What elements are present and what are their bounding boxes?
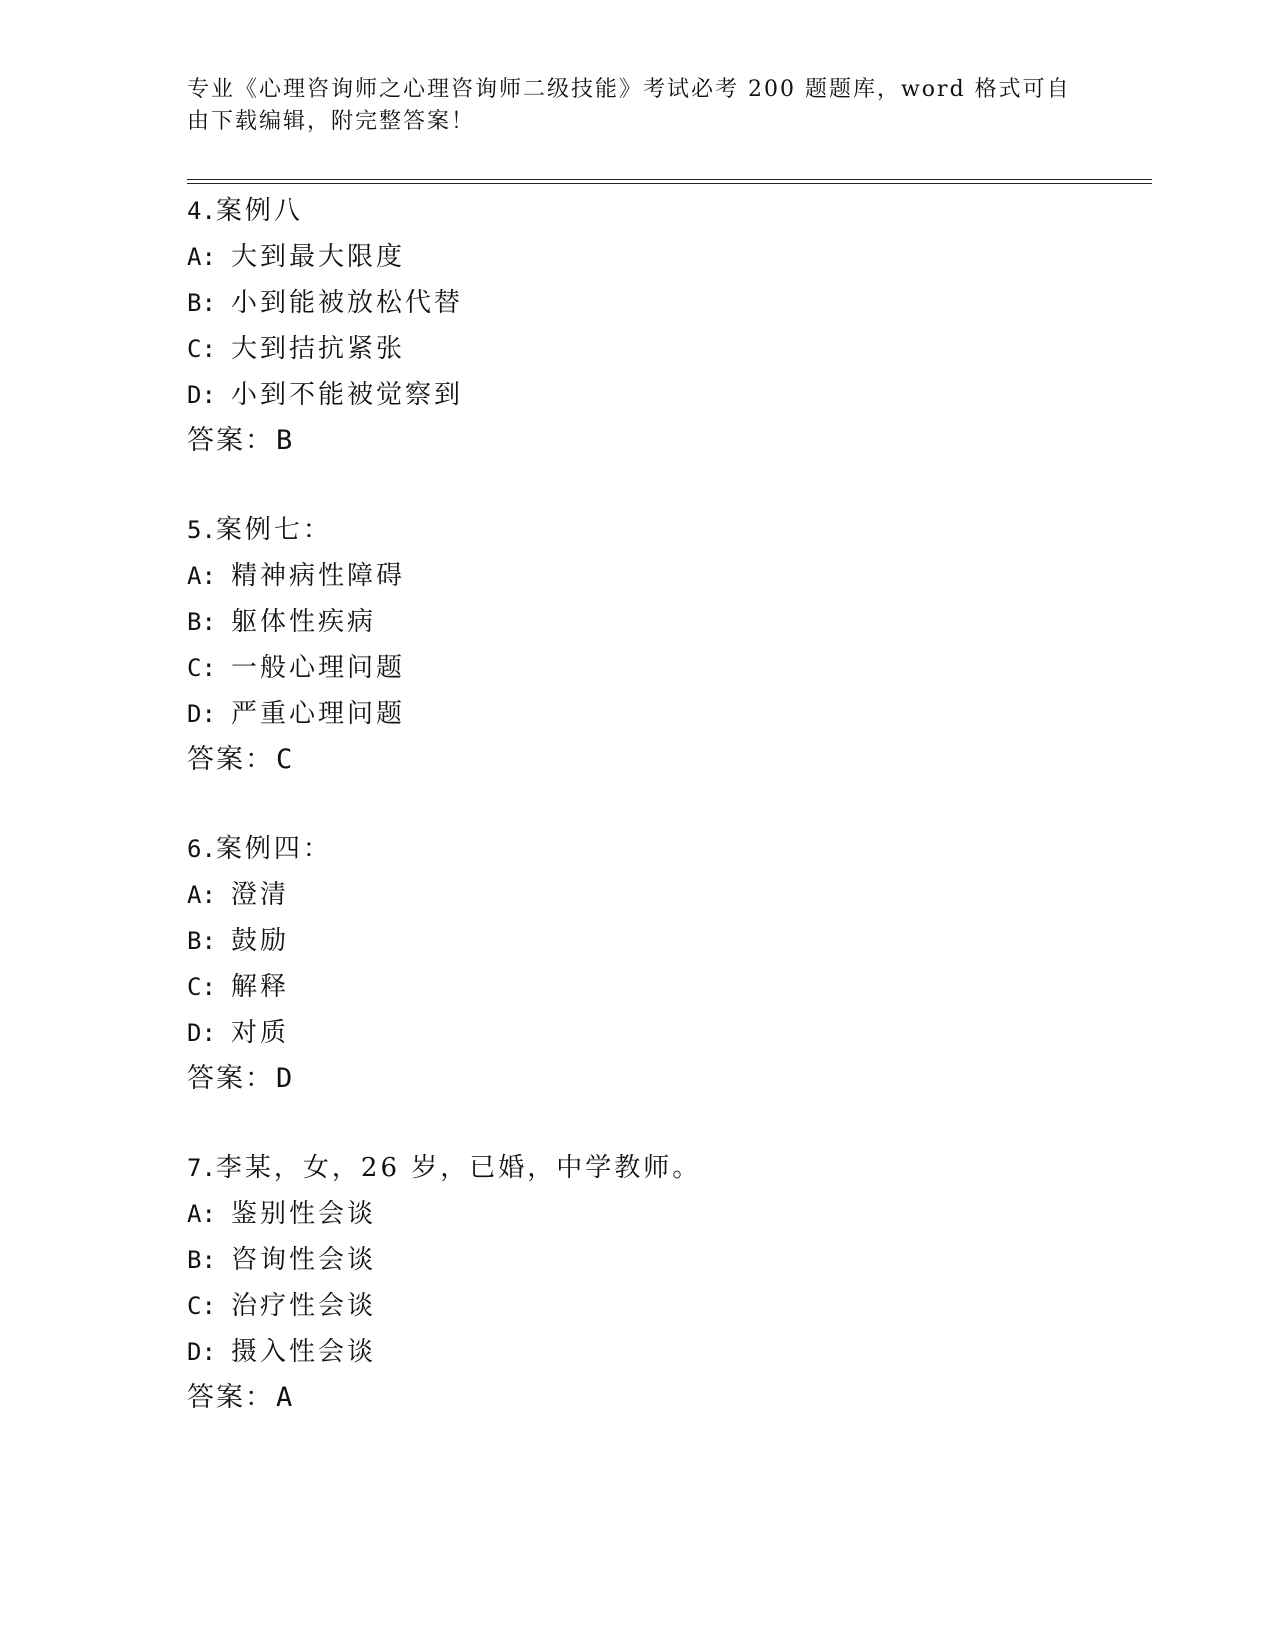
answer-label: 答案：: [187, 744, 274, 775]
option-text: 精神病性障碍: [231, 561, 406, 591]
option-text: 解释: [231, 972, 290, 1002]
option-letter: A:: [187, 562, 216, 590]
question-block: [187, 1145, 1147, 1421]
option-letter: B:: [187, 608, 216, 636]
answer-value: A: [276, 1382, 295, 1413]
question-text: 案例八: [215, 196, 303, 226]
document-header: [187, 74, 1071, 138]
option-letter: A:: [187, 881, 216, 909]
option-d: [187, 691, 1147, 737]
option-letter: C:: [187, 335, 216, 363]
option-text: 躯体性疾病: [231, 607, 377, 637]
option-d: [187, 1010, 1147, 1056]
option-b: [187, 918, 1147, 964]
option-text: 摄入性会谈: [231, 1337, 377, 1367]
answer-value: D: [276, 1063, 295, 1094]
header-line-1: 专业《心理咨询师之心理咨询师二级技能》考试必考 200 题题库，word 格式可自: [187, 77, 1071, 102]
question-block: [187, 188, 1147, 464]
question-number: 6.: [187, 835, 216, 863]
question-title: [187, 1145, 1147, 1191]
question-text: 案例四：: [215, 834, 332, 864]
option-text: 大到拮抗紧张: [231, 334, 406, 364]
option-d: [187, 372, 1147, 418]
option-letter: C:: [187, 1292, 216, 1320]
option-text: 治疗性会谈: [231, 1291, 377, 1321]
answer-line: [187, 418, 1147, 464]
question-title: [187, 826, 1147, 872]
option-text: 一般心理问题: [231, 653, 406, 683]
option-letter: C:: [187, 654, 216, 682]
answer-line: [187, 737, 1147, 783]
option-d: [187, 1329, 1147, 1375]
option-c: [187, 326, 1147, 372]
answer-value: B: [276, 425, 295, 456]
question-number: 7.: [187, 1154, 216, 1182]
option-text: 鼓励: [231, 926, 290, 956]
option-letter: D:: [187, 1019, 216, 1047]
question-title: [187, 188, 1147, 234]
question-block: [187, 826, 1147, 1102]
option-text: 咨询性会谈: [231, 1245, 377, 1275]
option-letter: D:: [187, 381, 216, 409]
option-letter: B:: [187, 1246, 216, 1274]
option-text: 大到最大限度: [231, 242, 406, 272]
option-text: 小到不能被觉察到: [231, 380, 464, 410]
option-letter: B:: [187, 927, 216, 955]
option-a: [187, 872, 1147, 918]
answer-line: [187, 1056, 1147, 1102]
question-block: [187, 507, 1147, 783]
option-a: [187, 553, 1147, 599]
option-text: 澄清: [231, 880, 290, 910]
option-letter: A:: [187, 1200, 216, 1228]
question-text: 李某，女，26 岁，已婚，中学教师。: [215, 1153, 702, 1183]
option-b: [187, 599, 1147, 645]
option-letter: A:: [187, 243, 216, 271]
answer-label: 答案：: [187, 1063, 274, 1094]
option-letter: D:: [187, 700, 216, 728]
option-text: 鉴别性会谈: [231, 1199, 377, 1229]
answer-label: 答案：: [187, 425, 274, 456]
option-text: 严重心理问题: [231, 699, 406, 729]
option-letter: D:: [187, 1338, 216, 1366]
option-letter: C:: [187, 973, 216, 1001]
answer-line: [187, 1375, 1147, 1421]
header-divider-bottom: [187, 183, 1152, 184]
option-letter: B:: [187, 289, 216, 317]
option-text: 对质: [231, 1018, 290, 1048]
option-a: [187, 234, 1147, 280]
question-title: [187, 507, 1147, 553]
header-divider-top: [187, 179, 1152, 180]
option-c: [187, 1283, 1147, 1329]
question-number: 4.: [187, 197, 216, 225]
option-b: [187, 1237, 1147, 1283]
answer-value: C: [276, 744, 295, 775]
option-c: [187, 964, 1147, 1010]
option-a: [187, 1191, 1147, 1237]
header-line-2: 由下载编辑，附完整答案！: [187, 109, 476, 134]
answer-label: 答案：: [187, 1382, 274, 1413]
question-text: 案例七：: [215, 515, 332, 545]
option-c: [187, 645, 1147, 691]
question-number: 5.: [187, 516, 216, 544]
option-text: 小到能被放松代替: [231, 288, 464, 318]
option-b: [187, 280, 1147, 326]
